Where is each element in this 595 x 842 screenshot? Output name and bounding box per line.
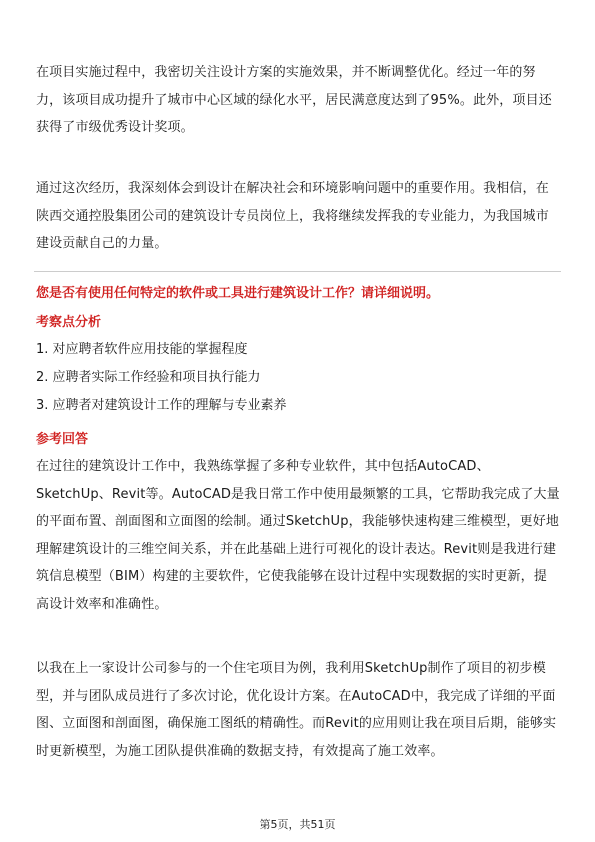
analysis-item-3: 3. 应聘者对建筑设计工作的理解与专业素养 (36, 398, 287, 413)
interview-question: 您是否有使用任何特定的软件或工具进行建筑设计工作？请详细说明。 (36, 286, 440, 301)
analysis-item-1: 1. 对应聘者软件应用技能的掌握程度 (36, 342, 248, 357)
answer-paragraph-1: 在过往的建筑设计工作中，我熟练掌握了多种专业软件，其中包括AutoCAD、SketchUp、Revit等。AutoCAD是我日常工作中使用最频繁的工具，它帮助我完成了大量的平面布置、剖面图和立面图的绘制。通过SketchUp，我能够快速构建三维模型，更好地理解建筑设计的三维空间关系，并在此基础上进行可视化的设计表达。Revit则是我进行建筑信息模型（BIM）构建的主要软件，它使我能够在设计过程中实现数据的实时更新，提高设计效率和准确性。 (36, 459, 560, 612)
page-number-footer: 第5页，共51页 (259, 818, 336, 831)
analysis-heading: 考察点分析 (36, 315, 102, 330)
analysis-item-2: 2. 应聘者实际工作经验和项目执行能力 (36, 370, 261, 385)
answer-heading: 参考回答 (36, 432, 89, 447)
intro-paragraph-2: 通过这次经历，我深刻体会到设计在解决社会和环境影响问题中的重要作用。我相信，在陕西交通控股集团公司的建筑设计专员岗位上，我将继续发挥我的专业能力，为我国城市建设贡献自己的力量。 (36, 181, 549, 251)
intro-paragraph-1: 在项目实施过程中，我密切关注设计方案的实施效果，并不断调整优化。经过一年的努力，该项目成功提升了城市中心区域的绿化水平，居民满意度达到了95%。此外，项目还获得了市级优秀设计奖项。 (36, 65, 552, 135)
answer-paragraph-2: 以我在上一家设计公司参与的一个住宅项目为例，我利用SketchUp制作了项目的初步模型，并与团队成员进行了多次讨论，优化设计方案。在AutoCAD中，我完成了详细的平面图、立面图和剖面图，确保施工图纸的精确性。而Revit的应用则让我在项目后期，能够实时更新模型，为施工团队提供准确的数据支持，有效提高了施工效率。 (36, 661, 557, 759)
section-divider (34, 271, 561, 272)
